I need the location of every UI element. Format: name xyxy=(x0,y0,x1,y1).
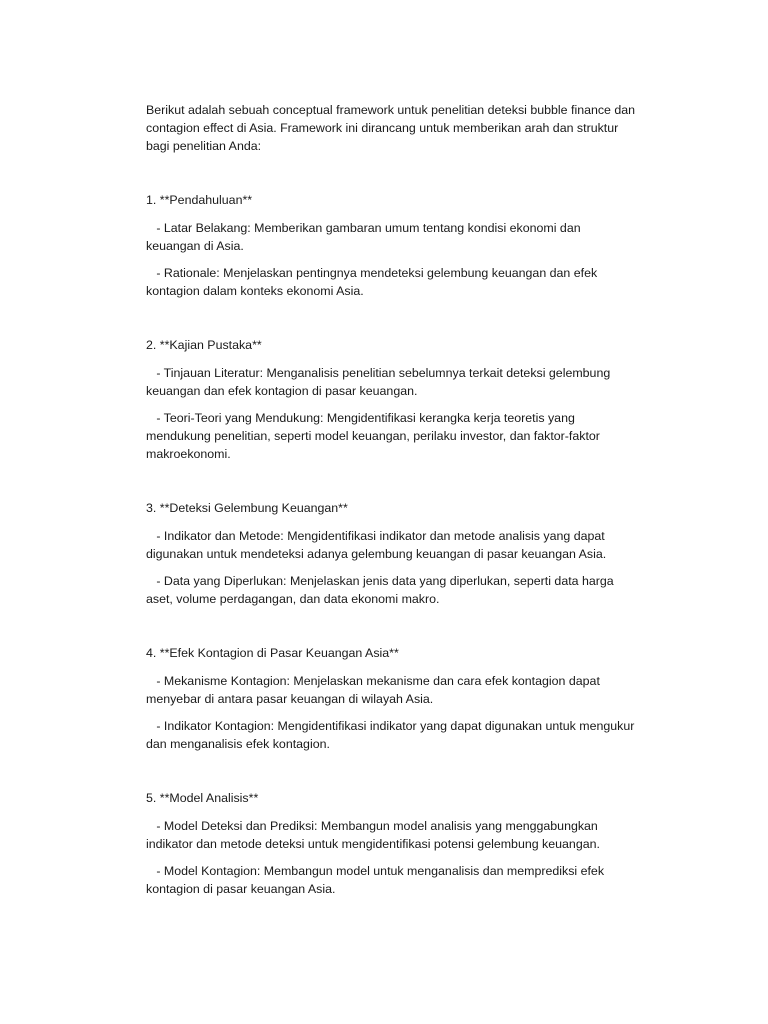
section-point: - Data yang Diperlukan: Menjelaskan jenis data yang diperlukan, seperti data harga aset, volume perdagangan, dan data ekonomi makro. xyxy=(146,574,618,606)
section-point: - Indikator Kontagion: Mengidentifikasi indikator yang dapat digunakan untuk mengukur dan menganalisis efek kontagion. xyxy=(146,719,638,751)
section-heading: 1. **Pendahuluan** xyxy=(146,193,253,207)
section-model-analisis xyxy=(146,789,636,898)
intro-paragraph: Berikut adalah sebuah conceptual framework untuk penelitian deteksi bubble finance dan contagion effect di Asia. Framework ini dirancang untuk memberikan arah dan struktur bagi penelitian Anda: xyxy=(146,103,636,153)
section-heading: 3. **Deteksi Gelembung Keuangan** xyxy=(146,501,348,515)
section-point: - Tinjauan Literatur: Menganalisis penelitian sebelumnya terkait deteksi gelembung keuangan dan efek kontagion di pasar keuangan. xyxy=(146,366,614,398)
section-point: - Rationale: Menjelaskan pentingnya mendeteksi gelembung keuangan dan efek kontagion dalam konteks ekonomi Asia. xyxy=(146,266,601,298)
section-point: - Latar Belakang: Memberikan gambaran umum tentang kondisi ekonomi dan keuangan di Asia. xyxy=(146,221,585,253)
section-point: - Indikator dan Metode: Mengidentifikasi indikator dan metode analisis yang dapat digunakan untuk mendeteksi adanya gelembung keuangan di pasar keuangan Asia. xyxy=(146,529,609,561)
section-heading: 5. **Model Analisis** xyxy=(146,791,259,805)
section-point: - Model Deteksi dan Prediksi: Membangun model analisis yang menggabungkan indikator dan metode deteksi untuk mengidentifikasi potensi gelembung keuangan. xyxy=(146,819,602,851)
section-efek-kontagion xyxy=(146,644,636,753)
section-point: - Teori-Teori yang Mendukung: Mengidentifikasi kerangka kerja teoretis yang mendukung penelitian, seperti model keuangan, perilaku investor, dan faktor-faktor makroekonomi. xyxy=(146,411,604,461)
section-kajian-pustaka xyxy=(146,336,636,463)
section-point: - Mekanisme Kontagion: Menjelaskan mekanisme dan cara efek kontagion dapat menyebar di antara pasar keuangan di wilayah Asia. xyxy=(146,674,604,706)
section-heading: 2. **Kajian Pustaka** xyxy=(146,338,262,352)
section-heading: 4. **Efek Kontagion di Pasar Keuangan Asia** xyxy=(146,646,399,660)
section-pendahuluan xyxy=(146,191,636,300)
document-page xyxy=(146,101,636,934)
section-point: - Model Kontagion: Membangun model untuk menganalisis dan memprediksi efek kontagion di pasar keuangan Asia. xyxy=(146,864,608,896)
section-deteksi-gelembung xyxy=(146,499,636,608)
